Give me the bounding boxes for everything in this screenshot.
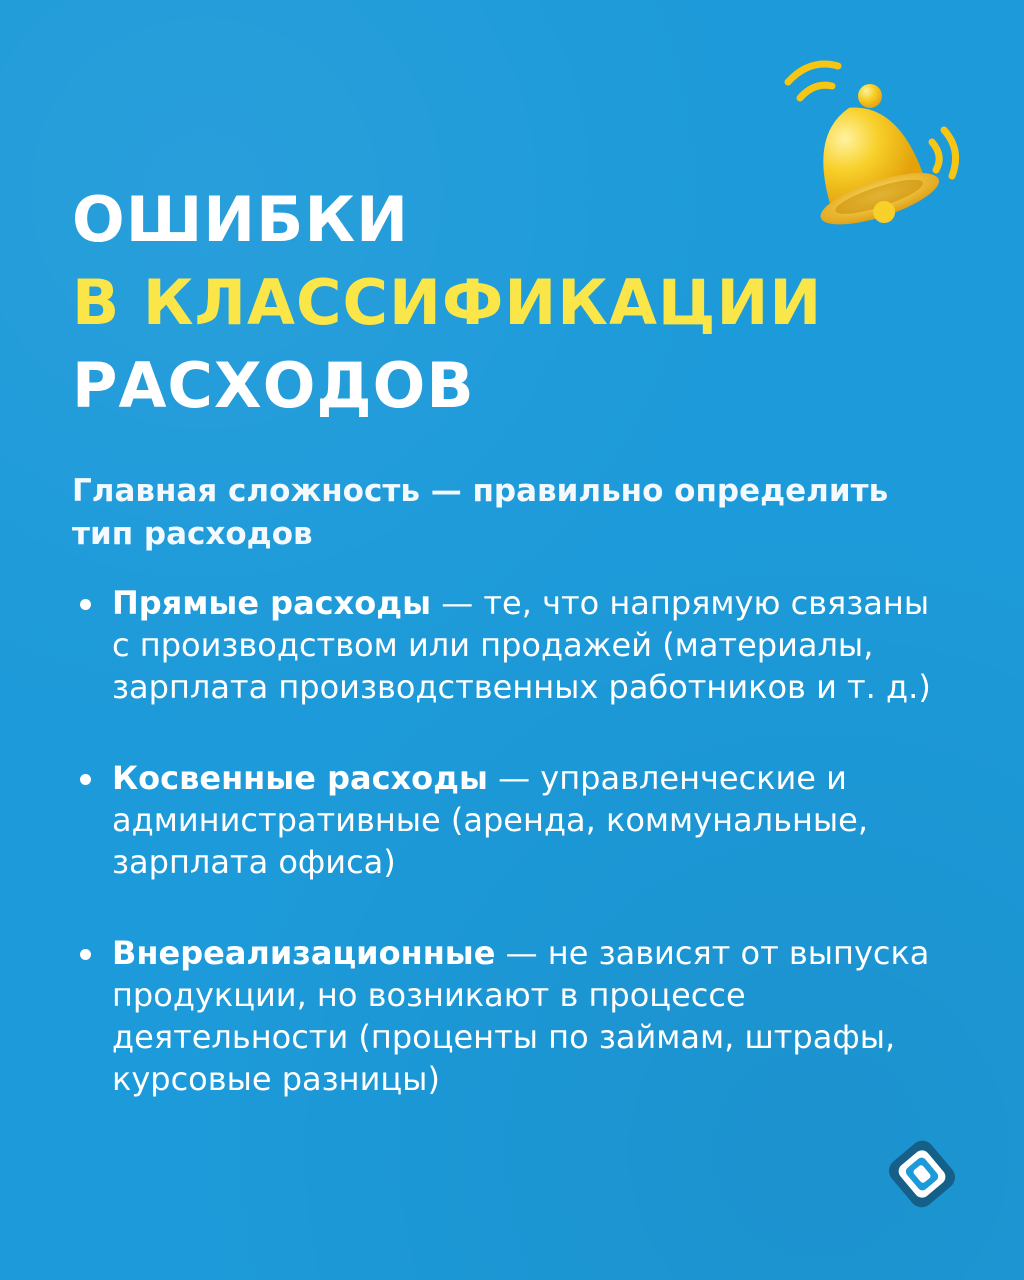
bullet-term: Внереализационные	[112, 934, 496, 972]
title-line-1: ОШИБКИ	[72, 183, 410, 256]
bullet-dot-icon	[80, 599, 91, 610]
bullet-text: — управленческие и административные (аренда, коммунальные, зарплата офиса)	[112, 759, 868, 881]
title-line-3: РАСХОДОВ	[72, 349, 475, 422]
bullet-term: Косвенные расходы	[112, 759, 488, 797]
bullet-text: — те, что напрямую связаны с производством или продажей (материалы, зарплата производственных работников и т. д.)	[112, 584, 931, 706]
bullet-text: — не зависят от выпуска продукции, но возникают в процессе деятельности (проценты по займам, штрафы, курсовые разницы)	[112, 934, 930, 1098]
brand-logo-icon	[876, 1128, 968, 1220]
title-line-2: В КЛАССИФИКАЦИИ	[72, 266, 823, 339]
bullet-dot-icon	[80, 774, 91, 785]
bullet-term: Прямые расходы	[112, 584, 432, 622]
list-item	[72, 932, 952, 1100]
bullet-dot-icon	[80, 949, 91, 960]
subtitle: Главная сложность — правильно определить тип расходов	[72, 473, 889, 552]
page-title	[72, 178, 822, 427]
list-item	[72, 582, 952, 708]
bullet-list	[72, 582, 952, 1149]
list-item	[72, 757, 952, 883]
